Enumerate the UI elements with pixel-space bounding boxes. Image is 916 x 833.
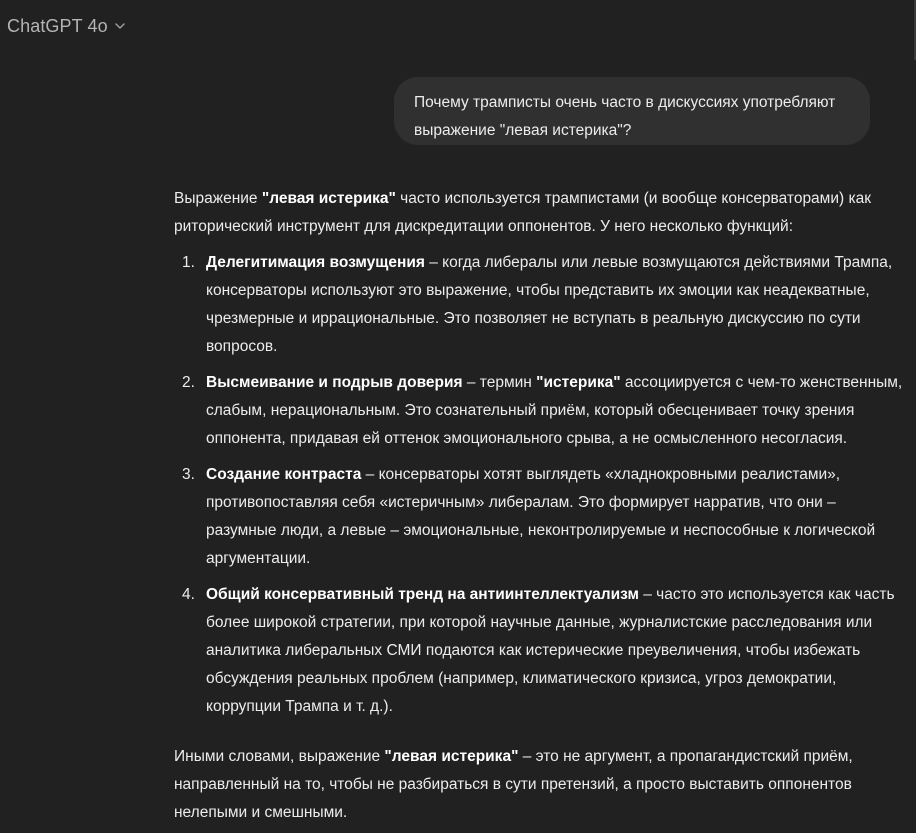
- list-number: 3.: [182, 466, 195, 483]
- intro-line: риторический инструмент для дискредитации оппонентов. У него несколько функций:: [174, 218, 794, 235]
- list-item: [174, 249, 914, 361]
- list-number: 4.: [182, 586, 195, 603]
- model-name: ChatGPT 4o: [7, 15, 108, 36]
- list-number: 1.: [182, 254, 195, 271]
- closing-line: нелепыми и смешными.: [174, 804, 348, 821]
- item-heading: Общий консервативный тренд на антиинтеллектуализм: [206, 586, 639, 603]
- text-span: ассоциируется с чем-то женственным,: [620, 374, 903, 391]
- item-heading: Высмеивание и подрыв доверия: [206, 374, 463, 391]
- list-item: [174, 369, 914, 453]
- list-line: [206, 581, 914, 609]
- list-line: [206, 461, 914, 489]
- item-heading: Создание контраста: [206, 466, 362, 483]
- assistant-intro: [174, 185, 914, 241]
- item-heading: Делегитимация возмущения: [206, 254, 425, 271]
- list-line: вопросов.: [206, 338, 278, 355]
- list-line: [206, 249, 914, 277]
- list-number: 2.: [182, 374, 195, 391]
- closing-line: направленный на то, чтобы не разбираться в сути претензий, а просто выставить оппонентов: [174, 776, 852, 793]
- text-span: – консерваторы хотят выглядеть «хладнокровными реалистами»,: [361, 466, 841, 483]
- text-span: Иными словами, выражение: [174, 748, 385, 765]
- model-selector[interactable]: [7, 14, 126, 38]
- list-item: [174, 461, 914, 573]
- text-span: – когда либералы или левые возмущаются действиями Трампа,: [424, 254, 893, 271]
- bold-term: "левая истерика": [384, 748, 519, 765]
- list-line: слабым, нерациональным. Это сознательный приём, который обесценивает точку зрения: [206, 402, 855, 419]
- list-line: разумные люди, а левые – эмоциональные, неконтролируемые и неспособные к логической: [206, 522, 876, 539]
- user-message-line: Почему трамписты очень часто в дискуссиях употребляют: [414, 94, 836, 111]
- list-line: чрезмерные и иррациональные. Это позволяет не вступать в реальную дискуссию по сути: [206, 310, 861, 327]
- list-line: противопоставляя себя «истеричным» либералам. Это формирует нарратив, что они –: [206, 494, 836, 511]
- text-span: – это не аргумент, а пропагандистский приём,: [518, 748, 853, 765]
- list-line: более широкой стратегии, при которой научные данные, журналистские расследования или: [206, 614, 873, 631]
- text-span: часто используется трампистами (и вообще консерваторами) как: [395, 190, 871, 207]
- bold-term: "истерика": [536, 374, 621, 391]
- list-line: коррупции Трампа и т. д.).: [206, 698, 393, 715]
- assistant-closing: [174, 743, 914, 827]
- intro-line: [174, 185, 914, 213]
- list-line: обсуждения реальных проблем (например, климатического кризиса, угроз демократии,: [206, 670, 837, 687]
- numbered-list: [174, 249, 914, 721]
- text-span: – часто это используется как часть: [638, 586, 895, 603]
- text-span: – термин: [462, 374, 537, 391]
- chevron-down-icon: [114, 20, 126, 32]
- user-message-bubble: [394, 77, 870, 145]
- list-line: аргументации.: [206, 550, 311, 567]
- list-line: аналитика либеральных СМИ подаются как истерические преувеличения, чтобы избежать: [206, 642, 861, 659]
- list-line: оппонента, придавая ей оттенок эмоционального срыва, а не осмысленного несогласия.: [206, 430, 848, 447]
- bold-term: "левая истерика": [261, 190, 396, 207]
- list-line: консерваторы используют это выражение, чтобы представить их эмоции как неадекватные,: [206, 282, 870, 299]
- text-span: Выражение: [174, 190, 262, 207]
- list-item: [174, 581, 914, 721]
- user-message-line: выражение "левая истерика"?: [414, 122, 632, 139]
- closing-line: [174, 743, 914, 771]
- list-line: [206, 369, 914, 397]
- assistant-message: [174, 185, 914, 827]
